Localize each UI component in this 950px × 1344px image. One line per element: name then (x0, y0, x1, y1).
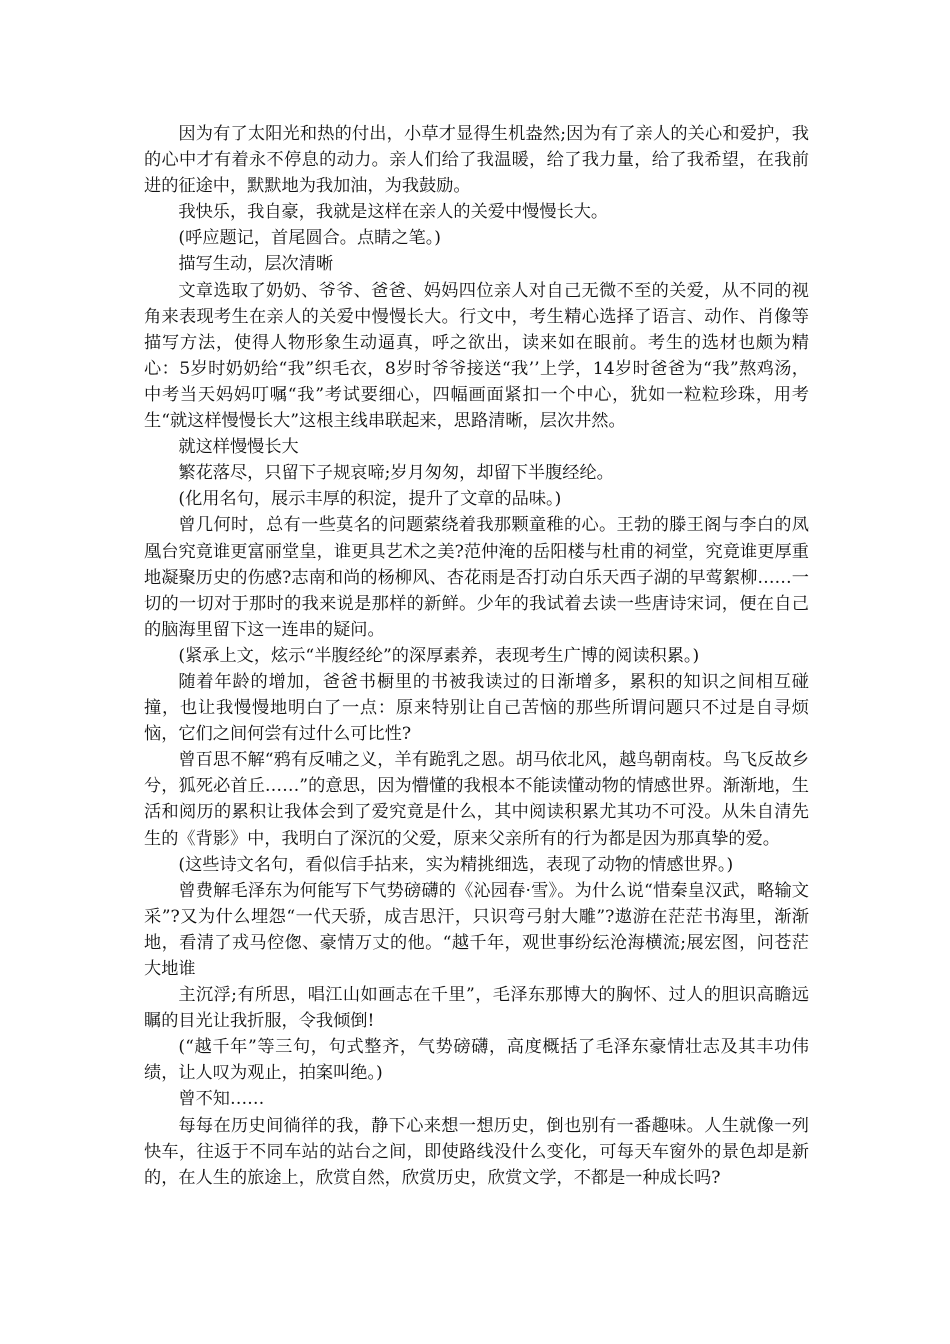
paragraph-2: 我快乐，我自豪，我就是这样在亲人的关爱中慢慢长大。 (178, 202, 609, 223)
annotation-16: (“越千年”等三句，句式整齐，气势磅礴，高度概括了毛泽东豪情壮志及其丰功伟绩，让人叹为观止，拍案叫绝。) (144, 1037, 809, 1084)
paragraph-12: 曾百思不解“鸦有反哺之义，羊有跪乳之恩。胡马依北风，越鸟朝南枝。鸟飞反故乡兮，狐死必首丘……”的意思，因为懵懂的我根本不能读懂动物的情感世界。渐渐地，生活和阅历的累积让我体会到了爱究竟是什么，其中阅读积累尤其功不可没。从朱自清先生的《背影》中，我明白了深沉的父爱，原来父亲所有的行为都是因为那真挚的爱。 (144, 750, 809, 849)
annotation-13: (这些诗文名句，看似信手拈来，实为精挑细选，表现了动物的情感世界。) (178, 854, 734, 875)
paragraph-1: 因为有了太阳光和热的付出，小草才显得生机盎然;因为有了亲人的关心和爱护，我的心中才有着永不停息的动力。亲人们给了我温暖，给了我力量，给了我希望，在我前进的征途中，默默地为我加油，为我鼓励。 (144, 124, 809, 197)
paragraph-15: 主沉浮;有所思，唱江山如画志在千里”，毛泽东那博大的胸怀、过人的胆识高瞻远瞩的目光让我折服，令我倾倒! (144, 985, 809, 1032)
paragraph-5: 文章选取了奶奶、爷爷、爸爸、妈妈四位亲人对自己无微不至的关爱，从不同的视角来表现考生在亲人的关爱中慢慢长大。行文中，考生精心选择了语言、动作、肖像等描写方法，使得人物形象生动逼真，呼之欲出，读来如在眼前。考生的选材也颇为精心：5岁时奶奶给“我”织毛衣，8岁时爷爷接送“我’’上学，14岁时爸爸为“我”熬鸡汤，中考当天妈妈叮嘱“我”考试要细心，四幅画面紧扣一个中心，犹如一粒粒珍珠，用考生“就这样慢慢长大”这根主线串联起来，思路清晰，层次井然。 (144, 280, 809, 432)
annotation-8: (化用名句，展示丰厚的积淀，提升了文章的品味。) (178, 489, 562, 510)
document-body (144, 121, 809, 1191)
paragraph-14: 曾费解毛泽东为何能写下气势磅礴的《沁园春·雪》。为什么说“惜秦皇汉武，略输文采”?又为什么埋怨“一代天骄，成吉思汗，只识弯弓射大雕”?遨游在茫茫书海里，渐渐地，看清了戎马倥偬、豪情万丈的他。“越千年，观世事纷纭沧海横流;展宏图，问苍茫大地谁 (144, 880, 809, 979)
paragraph-11: 随着年龄的增加，爸爸书橱里的书被我读过的日渐增多，累积的知识之间相互碰撞，也让我慢慢地明白了一点：原来特别让自己苦恼的那些所谓问题只不过是自寻烦恼，它们之间何尝有过什么可比性? (144, 671, 809, 745)
paragraph-17: 曾不知…… (178, 1089, 265, 1110)
annotation-3: (呼应题记，首尾圆合。点睛之笔。) (178, 228, 442, 249)
paragraph-9: 曾几何时，总有一些莫名的问题萦绕着我那颗童稚的心。王勃的滕王阁与李白的凤凰台究竟谁更富丽堂皇，谁更具艺术之美?范仲淹的岳阳楼与杜甫的祠堂，究竟谁更厚重地凝聚历史的伤感?志南和尚的杨柳风、杏花雨是否打动白乐天西子湖的早莺絮柳……一切的一切对于那时的我来说是那样的新鲜。少年的我试着去读一些唐诗宋词，便在自己的脑海里留下这一连串的疑问。 (144, 515, 809, 640)
section-heading-1: 描写生动，层次清晰 (178, 254, 334, 275)
paragraph-18: 每每在历史间徜徉的我，静下心来想一想历史，倒也别有一番趣味。人生就像一列快车，往返于不同车站的站台之间，即使路线没什么变化，可每天车窗外的景色却是新的，在人生的旅途上，欣赏自然，欣赏历史，欣赏文学，不都是一种成长吗? (144, 1115, 809, 1188)
annotation-10: (紧承上文，炫示“半腹经纶”的深厚素养，表现考生广博的阅读积累。) (178, 645, 700, 666)
essay-title: 就这样慢慢长大 (178, 437, 299, 458)
paragraph-7: 繁花落尽，只留下子规哀啼;岁月匆匆，却留下半腹经纶。 (178, 463, 614, 484)
